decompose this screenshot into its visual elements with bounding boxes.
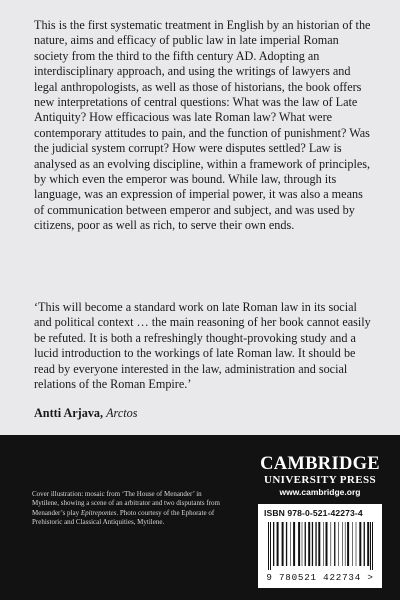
review-attribution bbox=[34, 406, 137, 421]
barcode-bar bbox=[352, 522, 353, 566]
review-quote: ‘This will become a standard work on late Roman law in its social and political context … the main reasoning of her book cannot easily be refuted. It is both a refreshingly thought-provoking study and a lucid introduction to the workings of late Roman law. It should be read by everyone interested in the law, administration and social relations of the Roman Empire.’ bbox=[34, 300, 371, 392]
publisher-url: www.cambridge.org bbox=[279, 487, 361, 497]
barcode-bar bbox=[273, 522, 274, 566]
barcode-bar bbox=[312, 522, 313, 566]
credit-play-title: Epitrepontes bbox=[80, 508, 117, 517]
barcode-guard-bar bbox=[270, 522, 271, 570]
barcode-bar bbox=[315, 522, 316, 566]
barcode-bar bbox=[359, 522, 361, 566]
barcode-bar bbox=[367, 522, 369, 566]
publisher-subname: UNIVERSITY PRESS bbox=[263, 474, 377, 486]
barcode-bar bbox=[293, 522, 295, 566]
credit-text-1: Cover illustration: mosaic from ‘The House of Menander’ in Mytilene, showing a scene of an arbitrator and two disputants from Menander’s play bbox=[32, 490, 220, 517]
barcode-bar bbox=[338, 522, 339, 566]
barcode-bar bbox=[305, 522, 306, 566]
barcode-bar bbox=[298, 522, 300, 566]
barcode-bar bbox=[323, 522, 324, 566]
barcode-bars bbox=[268, 522, 374, 570]
barcode-bar bbox=[286, 522, 287, 566]
barcode-bar bbox=[342, 522, 343, 566]
barcode-bar bbox=[331, 522, 332, 566]
barcode-bar bbox=[290, 522, 291, 566]
cover-illustration-credit bbox=[32, 490, 224, 528]
publisher-name: CAMBRIDGE bbox=[260, 454, 380, 474]
barcode-guard-bar bbox=[372, 522, 373, 570]
barcode-bar bbox=[356, 522, 357, 566]
publisher-logo bbox=[258, 455, 382, 498]
barcode-guard-bar bbox=[268, 522, 269, 570]
barcode-bar bbox=[347, 522, 349, 566]
isbn-label: ISBN 978-0-521-42273-4 bbox=[264, 508, 363, 518]
barcode-bar bbox=[326, 522, 328, 566]
barcode-bar bbox=[334, 522, 335, 566]
barcode-bar bbox=[364, 522, 365, 566]
barcode-bar bbox=[318, 522, 320, 566]
barcode-bar bbox=[302, 522, 303, 566]
credit-text-2: . Photo courtesy of the Ephorate of Prehistoric and Classical Antiquities, Mytilene. bbox=[32, 508, 215, 527]
barcode-bar bbox=[308, 522, 310, 566]
barcode-digits: 9 780521 422734 > bbox=[266, 572, 374, 583]
review-source: Arctos bbox=[106, 406, 138, 420]
barcode-bar bbox=[277, 522, 279, 566]
reviewer-name: Antti Arjava, bbox=[34, 406, 104, 420]
isbn-barcode bbox=[258, 504, 382, 588]
book-description: This is the first systematic treatment in English by an historian of the nature, aims and efficacy of public law in late imperial Roman society from the third to the fifth century AD. Adopting an interdisciplinary approach, and using the writings of lawyers and legal anthropologists, as well as those of historians, the book offers new interpretations of central questions: What was the law of Late Antiquity? How efficacious was late Roman law? What were contemporary attitudes to pain, and the function of punishment? Was the judicial system corrupt? How were disputes settled? Law is analysed as an evolving discipline, within a framework of principles, by which even the emperor was bound. While law, through its language, was an expression of imperial power, it was also a means of communication between emperor and subject, and was used by citizens, poor as well as rich, to serve their own ends. bbox=[34, 18, 371, 233]
barcode-guard-bar bbox=[370, 522, 371, 570]
barcode-bar bbox=[345, 522, 346, 566]
barcode-bar bbox=[282, 522, 284, 566]
